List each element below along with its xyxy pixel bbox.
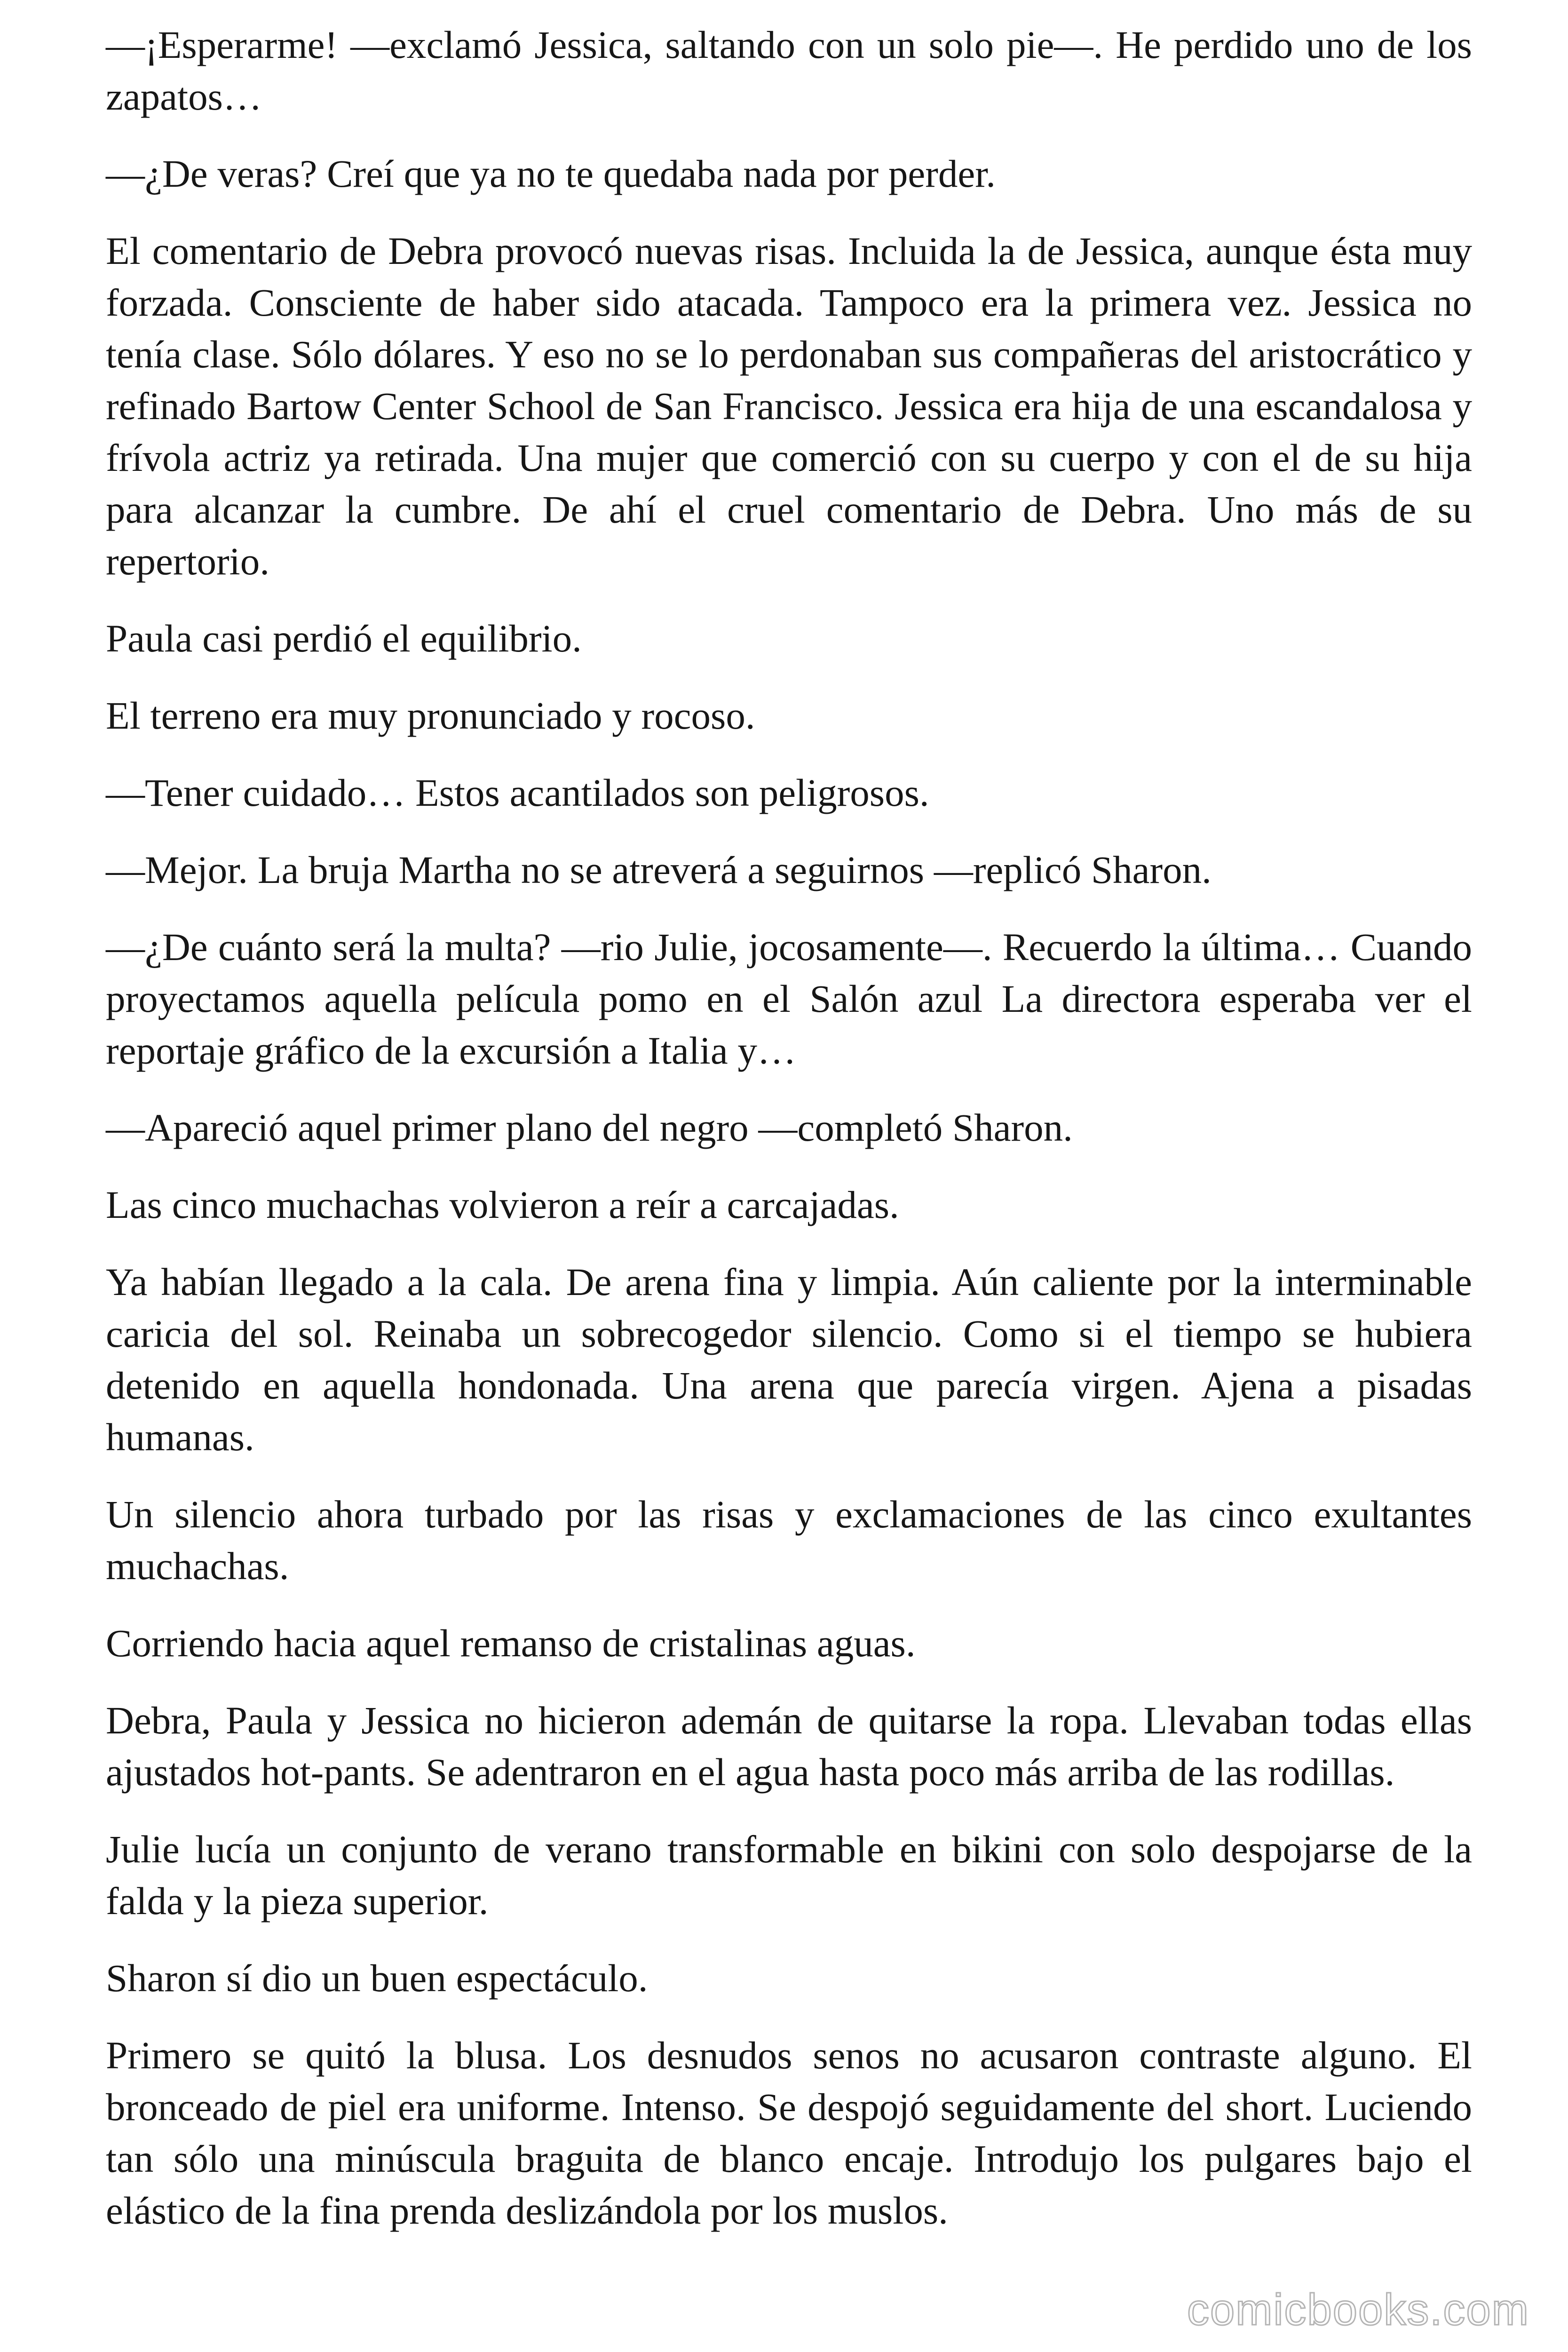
paragraph: Debra, Paula y Jessica no hicieron ademán de quitarse la ropa. Llevaban todas ellas ajustados hot-pants. Se adentraron en el agua hasta poco más arriba de las rodillas. (106, 1699, 1472, 1794)
paragraph: Primero se quitó la blusa. Los desnudos senos no acusaron contraste alguno. El bronceado de piel era uniforme. Intenso. Se despojó seguidamente del short. Luciendo tan sólo una minúscula braguita de blanco encaje. Introdujo los pulgares bajo el elástico de la fina prenda deslizándola por los muslos. (106, 2034, 1472, 2232)
paragraph: Ya habían llegado a la cala. De arena fina y limpia. Aún caliente por la interminable caricia del sol. Reinaba un sobrecogedor silencio. Como si el tiempo se hubiera detenido en aquella hondonada. Una arena que parecía virgen. Ajena a pisadas humanas. (106, 1260, 1472, 1459)
paragraph: —Tener cuidado… Estos acantilados son peligrosos. (106, 771, 929, 814)
paragraph: Las cinco muchachas volvieron a reír a carcajadas. (106, 1183, 899, 1226)
paragraph: —Apareció aquel primer plano del negro —completó Sharon. (106, 1106, 1073, 1149)
paragraph: El comentario de Debra provocó nuevas risas. Incluida la de Jessica, aunque ésta muy forzada. Consciente de haber sido atacada. Tampoco era la primera vez. Jessica no tenía clase. Sólo dólares. Y eso no se lo perdonaban sus compañeras del aristocrático y refinado Bartow Center School de San Francisco. Jessica era hija de una escandalosa y frívola actriz ya retirada. Una mujer que comerció con su cuerpo y con el de su hija para alcanzar la cumbre. De ahí el cruel comentario de Debra. Uno más de su repertorio. (106, 229, 1472, 583)
paragraph: Un silencio ahora turbado por las risas y exclamaciones de las cinco exultantes muchachas. (106, 1493, 1472, 1588)
paragraph: —¿De veras? Creí que ya no te quedaba nada por perder. (106, 152, 996, 195)
watermark: comicbooks.com (1187, 2285, 1529, 2334)
paragraph: Julie lucía un conjunto de verano transformable en bikini con solo despojarse de la falda y la pieza superior. (106, 1828, 1472, 1923)
paragraph: Sharon sí dio un buen espectáculo. (106, 1956, 648, 2000)
paragraph: —¡Esperarme! —exclamó Jessica, saltando con un solo pie—. He perdido uno de los zapatos… (106, 23, 1472, 118)
paragraph: —¿De cuánto será la multa? —rio Julie, jocosamente—. Recuerdo la última… Cuando proyectamos aquella película pomo en el Salón azul La directora esperaba ver el reportaje gráfico de la excursión a Italia y… (106, 925, 1472, 1072)
paragraph: Paula casi perdió el equilibrio. (106, 617, 582, 660)
paragraph: Corriendo hacia aquel remanso de cristalinas aguas. (106, 1621, 916, 1665)
book-page-text (106, 19, 1472, 2262)
paragraph: El terreno era muy pronunciado y rocoso. (106, 694, 755, 737)
paragraph: —Mejor. La bruja Martha no se atreverá a seguirnos —replicó Sharon. (106, 848, 1212, 891)
